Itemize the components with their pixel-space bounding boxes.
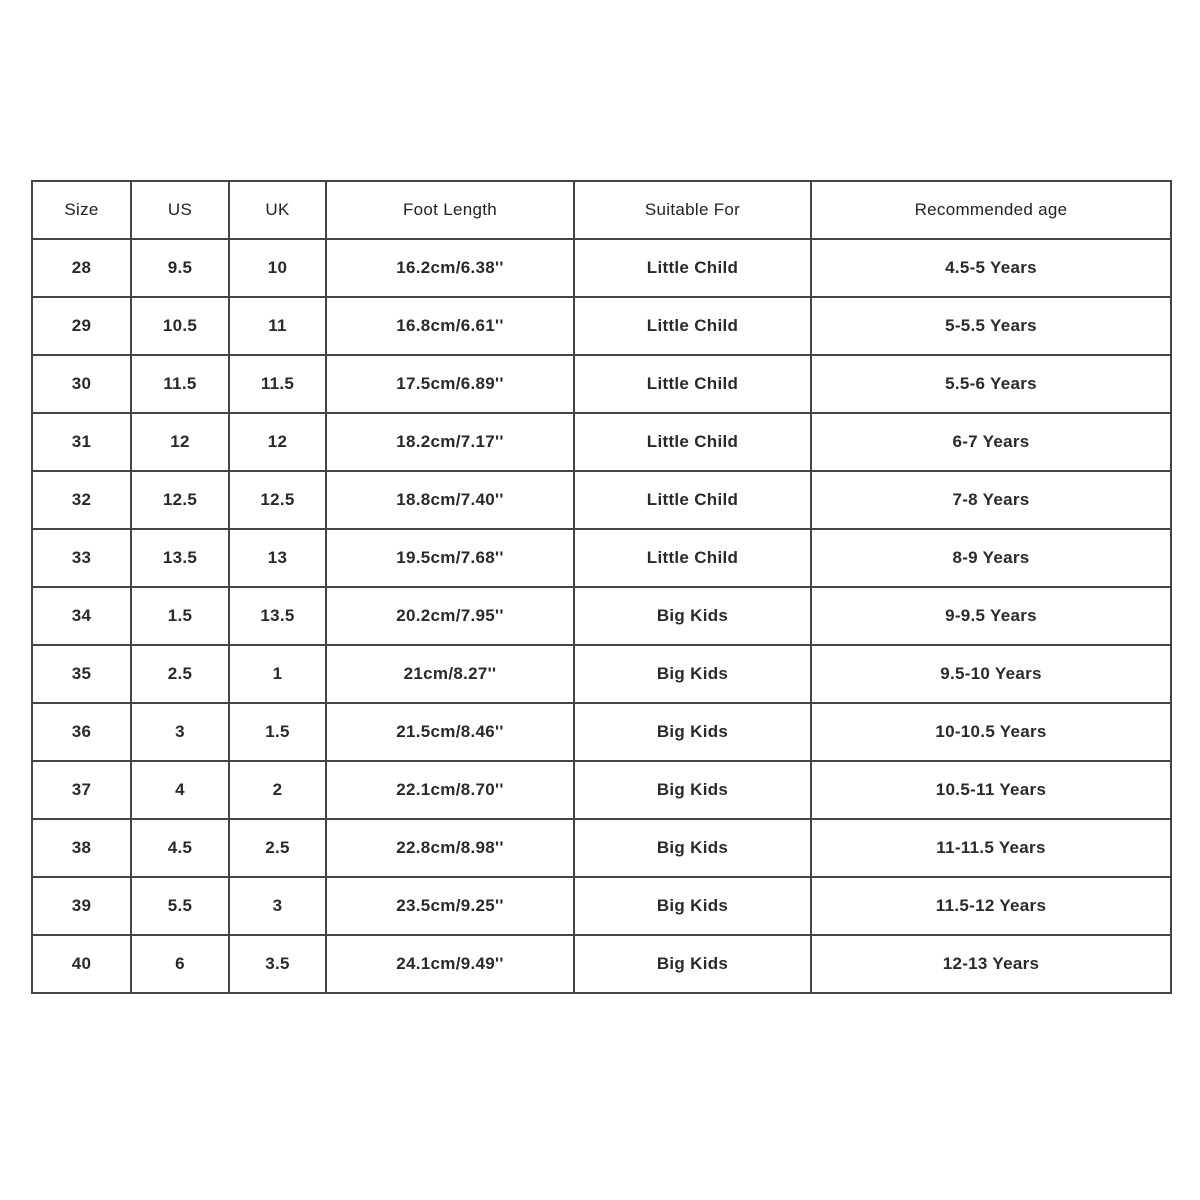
cell-suitable-for: Little Child — [574, 239, 811, 297]
cell-recommended-age: 10.5-11 Years — [811, 761, 1171, 819]
cell-recommended-age: 8-9 Years — [811, 529, 1171, 587]
cell-uk: 13.5 — [229, 587, 326, 645]
cell-uk: 1 — [229, 645, 326, 703]
cell-size: 32 — [32, 471, 131, 529]
table-row — [32, 935, 1171, 993]
column-header-recommended-age: Recommended age — [811, 181, 1171, 239]
cell-uk: 11 — [229, 297, 326, 355]
cell-uk: 11.5 — [229, 355, 326, 413]
table-row — [32, 819, 1171, 877]
cell-us: 4.5 — [131, 819, 229, 877]
cell-suitable-for: Big Kids — [574, 819, 811, 877]
cell-foot-length: 23.5cm/9.25'' — [326, 877, 574, 935]
cell-uk: 13 — [229, 529, 326, 587]
cell-suitable-for: Big Kids — [574, 703, 811, 761]
table-row — [32, 355, 1171, 413]
cell-suitable-for: Little Child — [574, 529, 811, 587]
table-row — [32, 239, 1171, 297]
size-chart-container — [31, 180, 1170, 994]
cell-suitable-for: Little Child — [574, 355, 811, 413]
cell-foot-length: 18.8cm/7.40'' — [326, 471, 574, 529]
column-header-foot-length: Foot Length — [326, 181, 574, 239]
cell-foot-length: 24.1cm/9.49'' — [326, 935, 574, 993]
cell-recommended-age: 12-13 Years — [811, 935, 1171, 993]
cell-us: 2.5 — [131, 645, 229, 703]
cell-recommended-age: 7-8 Years — [811, 471, 1171, 529]
cell-us: 12.5 — [131, 471, 229, 529]
cell-size: 39 — [32, 877, 131, 935]
size-chart-table — [31, 180, 1172, 994]
table-row — [32, 297, 1171, 355]
cell-suitable-for: Little Child — [574, 413, 811, 471]
cell-suitable-for: Little Child — [574, 471, 811, 529]
cell-recommended-age: 11-11.5 Years — [811, 819, 1171, 877]
cell-suitable-for: Big Kids — [574, 587, 811, 645]
cell-us: 6 — [131, 935, 229, 993]
cell-size: 33 — [32, 529, 131, 587]
cell-foot-length: 16.8cm/6.61'' — [326, 297, 574, 355]
table-row — [32, 877, 1171, 935]
cell-suitable-for: Big Kids — [574, 877, 811, 935]
column-header-us: US — [131, 181, 229, 239]
cell-recommended-age: 9-9.5 Years — [811, 587, 1171, 645]
table-row — [32, 471, 1171, 529]
cell-suitable-for: Big Kids — [574, 761, 811, 819]
cell-uk: 2 — [229, 761, 326, 819]
cell-size: 38 — [32, 819, 131, 877]
cell-suitable-for: Big Kids — [574, 935, 811, 993]
cell-recommended-age: 4.5-5 Years — [811, 239, 1171, 297]
cell-size: 36 — [32, 703, 131, 761]
cell-size: 40 — [32, 935, 131, 993]
cell-recommended-age: 11.5-12 Years — [811, 877, 1171, 935]
cell-us: 4 — [131, 761, 229, 819]
table-row — [32, 645, 1171, 703]
cell-us: 5.5 — [131, 877, 229, 935]
cell-size: 37 — [32, 761, 131, 819]
table-body — [32, 239, 1171, 993]
cell-size: 31 — [32, 413, 131, 471]
cell-size: 28 — [32, 239, 131, 297]
column-header-uk: UK — [229, 181, 326, 239]
cell-uk: 10 — [229, 239, 326, 297]
cell-foot-length: 17.5cm/6.89'' — [326, 355, 574, 413]
cell-uk: 1.5 — [229, 703, 326, 761]
cell-us: 1.5 — [131, 587, 229, 645]
cell-suitable-for: Little Child — [574, 297, 811, 355]
column-header-suitable-for: Suitable For — [574, 181, 811, 239]
cell-recommended-age: 6-7 Years — [811, 413, 1171, 471]
cell-uk: 3.5 — [229, 935, 326, 993]
cell-recommended-age: 5-5.5 Years — [811, 297, 1171, 355]
cell-uk: 12.5 — [229, 471, 326, 529]
cell-us: 3 — [131, 703, 229, 761]
cell-uk: 12 — [229, 413, 326, 471]
table-row — [32, 413, 1171, 471]
cell-foot-length: 22.1cm/8.70'' — [326, 761, 574, 819]
cell-foot-length: 21cm/8.27'' — [326, 645, 574, 703]
cell-suitable-for: Big Kids — [574, 645, 811, 703]
cell-recommended-age: 10-10.5 Years — [811, 703, 1171, 761]
cell-foot-length: 21.5cm/8.46'' — [326, 703, 574, 761]
cell-us: 12 — [131, 413, 229, 471]
cell-size: 35 — [32, 645, 131, 703]
cell-foot-length: 20.2cm/7.95'' — [326, 587, 574, 645]
cell-size: 34 — [32, 587, 131, 645]
cell-uk: 3 — [229, 877, 326, 935]
cell-size: 30 — [32, 355, 131, 413]
cell-foot-length: 18.2cm/7.17'' — [326, 413, 574, 471]
cell-foot-length: 16.2cm/6.38'' — [326, 239, 574, 297]
cell-recommended-age: 5.5-6 Years — [811, 355, 1171, 413]
cell-us: 9.5 — [131, 239, 229, 297]
cell-uk: 2.5 — [229, 819, 326, 877]
cell-foot-length: 19.5cm/7.68'' — [326, 529, 574, 587]
table-row — [32, 587, 1171, 645]
table-row — [32, 761, 1171, 819]
table-row — [32, 529, 1171, 587]
cell-recommended-age: 9.5-10 Years — [811, 645, 1171, 703]
cell-size: 29 — [32, 297, 131, 355]
cell-us: 10.5 — [131, 297, 229, 355]
cell-us: 11.5 — [131, 355, 229, 413]
table-header-row — [32, 181, 1171, 239]
cell-foot-length: 22.8cm/8.98'' — [326, 819, 574, 877]
cell-us: 13.5 — [131, 529, 229, 587]
table-row — [32, 703, 1171, 761]
column-header-size: Size — [32, 181, 131, 239]
